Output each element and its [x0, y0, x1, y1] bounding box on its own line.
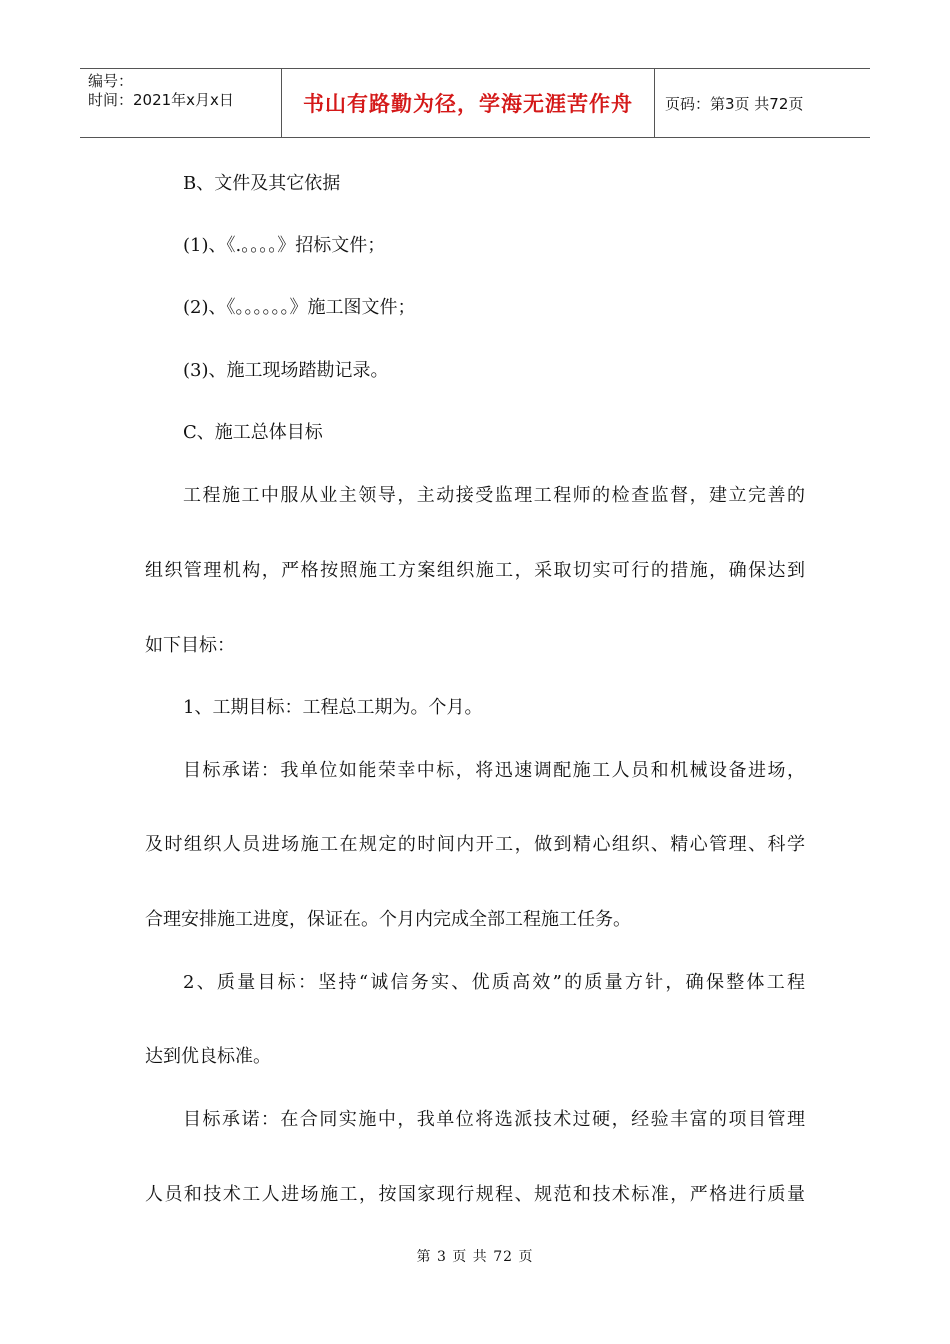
paragraph-line: 及时组织人员进场施工在规定的时间内开工，做到精心组织、精心管理、科学 [145, 834, 805, 855]
list-item: (2)、《。。。。。。》施工图文件； [183, 297, 416, 318]
goal-quality: 2、质量目标：坚持“诚信务实、优质高效”的质量方针，确保整体工程 [183, 972, 805, 993]
section-heading-b: B、文件及其它依据 [183, 173, 341, 194]
header-page-number: 页码：第3页 共72页 [665, 94, 804, 113]
paragraph-line: 目标承诺：我单位如能荣幸中标，将迅速调配施工人员和机械设备进场， [183, 760, 805, 781]
paragraph-line: 组织管理机构，严格按照施工方案组织施工，采取切实可行的措施，确保达到 [145, 560, 805, 581]
list-item: (3)、施工现场踏勘记录。 [183, 360, 389, 381]
header-motto-cell [282, 69, 655, 137]
document-number: 编号： [88, 72, 134, 90]
document-date: 时间：2021年x月x日 [88, 91, 234, 109]
paragraph-line: 达到优良标准。 [145, 1046, 271, 1067]
page-footer: 第 3 页 共 72 页 [416, 1249, 534, 1265]
paragraph-line: 工程施工中服从业主领导，主动接受监理工程师的检查监督，建立完善的 [183, 485, 805, 506]
paragraph-line: 人员和技术工人进场施工，按国家现行规程、规范和技术标准，严格进行质量 [145, 1184, 805, 1205]
header-meta [80, 69, 282, 137]
list-item: (1)、《.。。。。》招标文件； [183, 235, 386, 256]
paragraph-line: 合理安排施工进度，保证在。个月内完成全部工程施工任务。 [145, 909, 631, 930]
section-heading-c: C、施工总体目标 [183, 422, 323, 443]
page-header [80, 68, 870, 138]
header-motto: 书山有路勤为径，学海无涯苦作舟 [303, 92, 633, 116]
paragraph-line: 目标承诺：在合同实施中，我单位将选派技术过硬，经验丰富的项目管理 [183, 1109, 805, 1130]
paragraph-line: 如下目标： [145, 635, 235, 656]
goal-schedule: 1、工期目标：工程总工期为。个月。 [183, 697, 483, 718]
